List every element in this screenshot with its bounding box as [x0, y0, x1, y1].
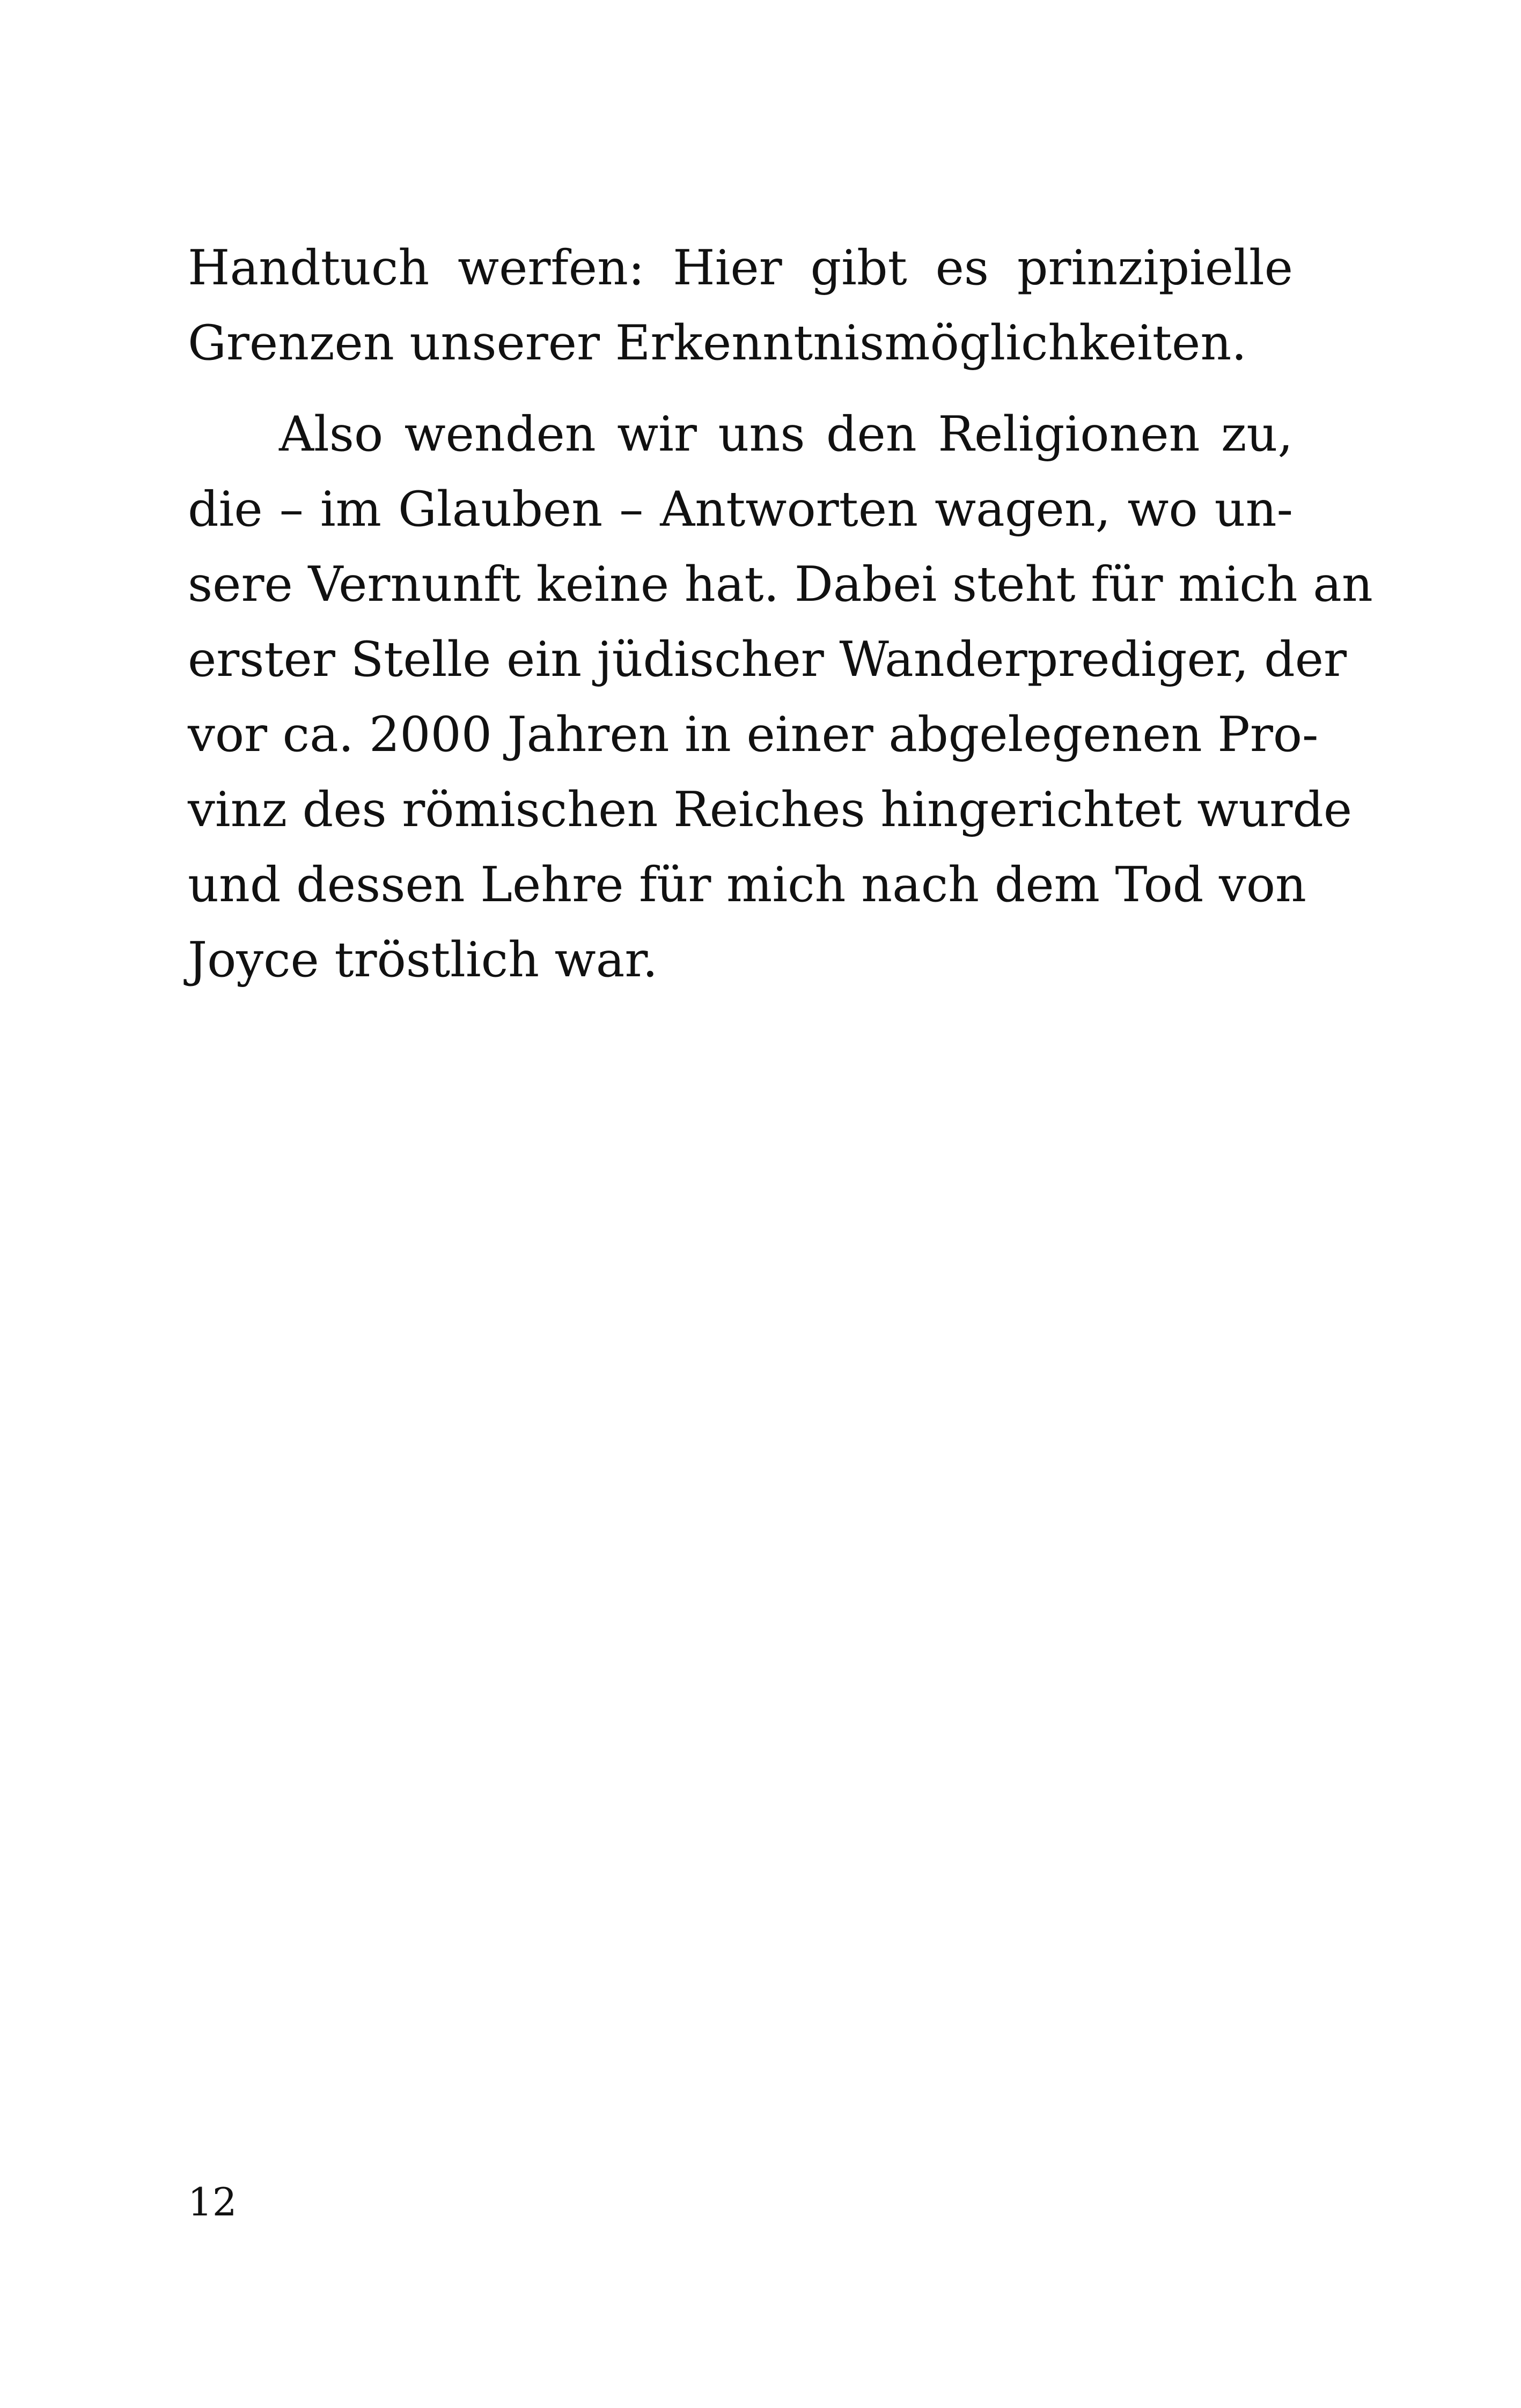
text-line: Also wenden wir uns den Religionen zu, [279, 406, 1293, 462]
paragraph-2 [188, 397, 1373, 998]
paragraph-gap [188, 381, 1293, 397]
text-line: Handtuch werfen: Hier gibt es prinzipielle [188, 240, 1293, 296]
text-line: die – im Glauben – Antworten wagen, wo un- [188, 481, 1293, 537]
text-line: und dessen Lehre für mich nach dem Tod von [188, 857, 1306, 913]
paragraph-1 [188, 231, 1293, 381]
text-line: vinz des römischen Reiches hingerichtet wurde [188, 782, 1353, 838]
text-line: Joyce tröstlich war. [188, 932, 658, 988]
text-line: Grenzen unserer Erkenntnismöglichkeiten. [188, 315, 1247, 371]
page-number: 12 [188, 2179, 237, 2225]
text-line: erster Stelle ein jüdischer Wanderprediger, der [188, 631, 1347, 688]
text-line: vor ca. 2000 Jahren in einer abgelegenen Pro- [188, 706, 1319, 763]
text-line: sere Vernunft keine hat. Dabei steht für mich an [188, 556, 1373, 613]
body-text [188, 231, 1373, 998]
